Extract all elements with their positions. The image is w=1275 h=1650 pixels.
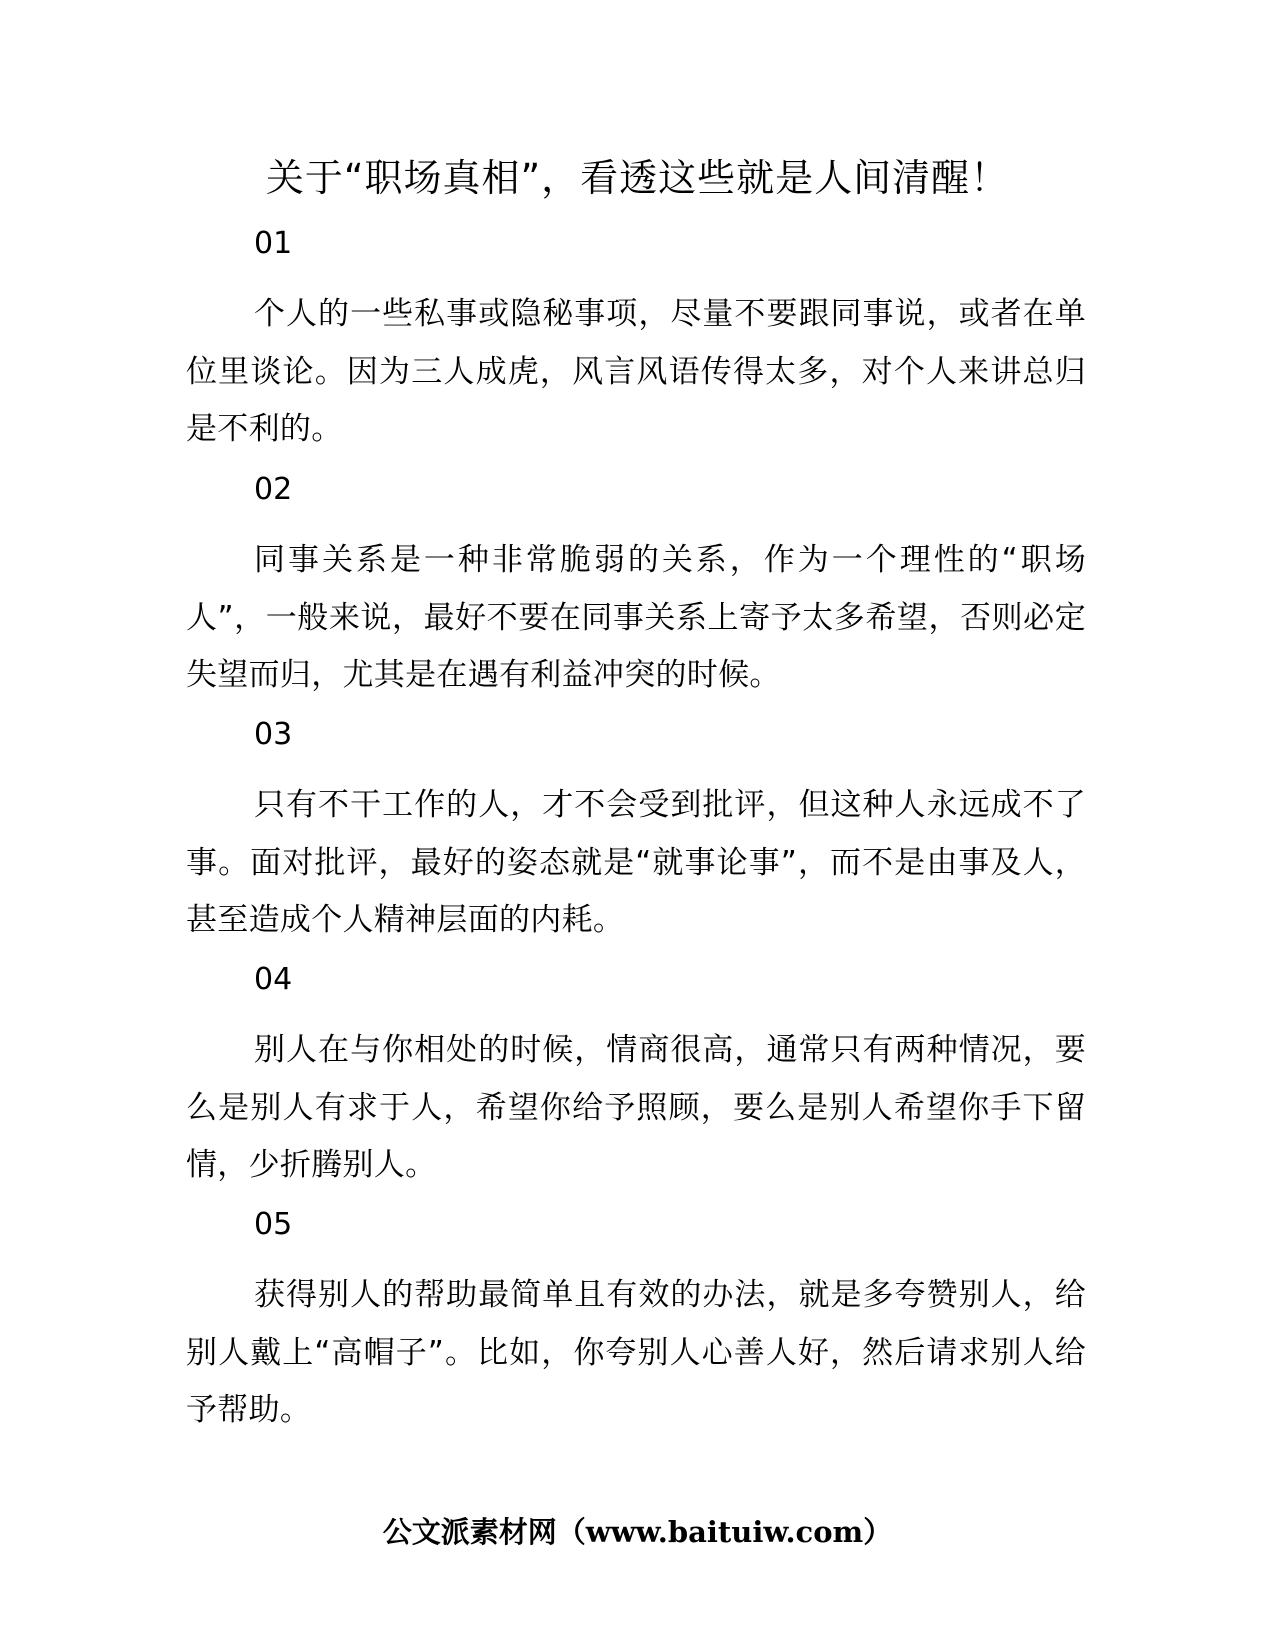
section-number: 01 bbox=[254, 226, 293, 261]
section-04 bbox=[186, 958, 1086, 1195]
section-paragraph: 只有不干工作的人，才不会受到批评，但这种人永远成不了事。面对批评，最好的姿态就是“就事论事”，而不是由事及人，甚至造成个人精神层面的内耗。 bbox=[186, 787, 1086, 938]
section-number: 04 bbox=[254, 962, 293, 997]
section-number: 03 bbox=[254, 717, 293, 752]
section-paragraph: 个人的一些私事或隐秘事项，尽量不要跟同事说，或者在单位里谈论。因为三人成虎，风言风语传得太多，对个人来讲总归是不利的。 bbox=[186, 296, 1086, 447]
section-paragraph: 别人在与你相处的时候，情商很高，通常只有两种情况，要么是别人有求于人，希望你给予照顾，要么是别人希望你手下留情，少折腾别人。 bbox=[186, 1032, 1086, 1183]
section-paragraph: 同事关系是一种非常脆弱的关系，作为一个理性的“职场人”，一般来说，最好不要在同事关系上寄予太多希望，否则必定失望而归，尤其是在遇有利益冲突的时候。 bbox=[186, 542, 1086, 693]
section-03 bbox=[186, 713, 1086, 950]
footer-source: 公文派素材网（www.baituiw.com） bbox=[382, 1515, 893, 1549]
section-01 bbox=[186, 222, 1086, 459]
section-paragraph: 获得别人的帮助最简单且有效的办法，就是多夸赞别人，给别人戴上“高帽子”。比如，你夸别人心善人好，然后请求别人给予帮助。 bbox=[186, 1277, 1086, 1428]
section-number: 05 bbox=[254, 1207, 293, 1242]
section-number: 02 bbox=[254, 472, 293, 507]
section-05 bbox=[186, 1203, 1086, 1440]
document-title: 关于“职场真相”，看透这些就是人间清醒！ bbox=[265, 156, 1010, 200]
section-02 bbox=[186, 468, 1086, 705]
